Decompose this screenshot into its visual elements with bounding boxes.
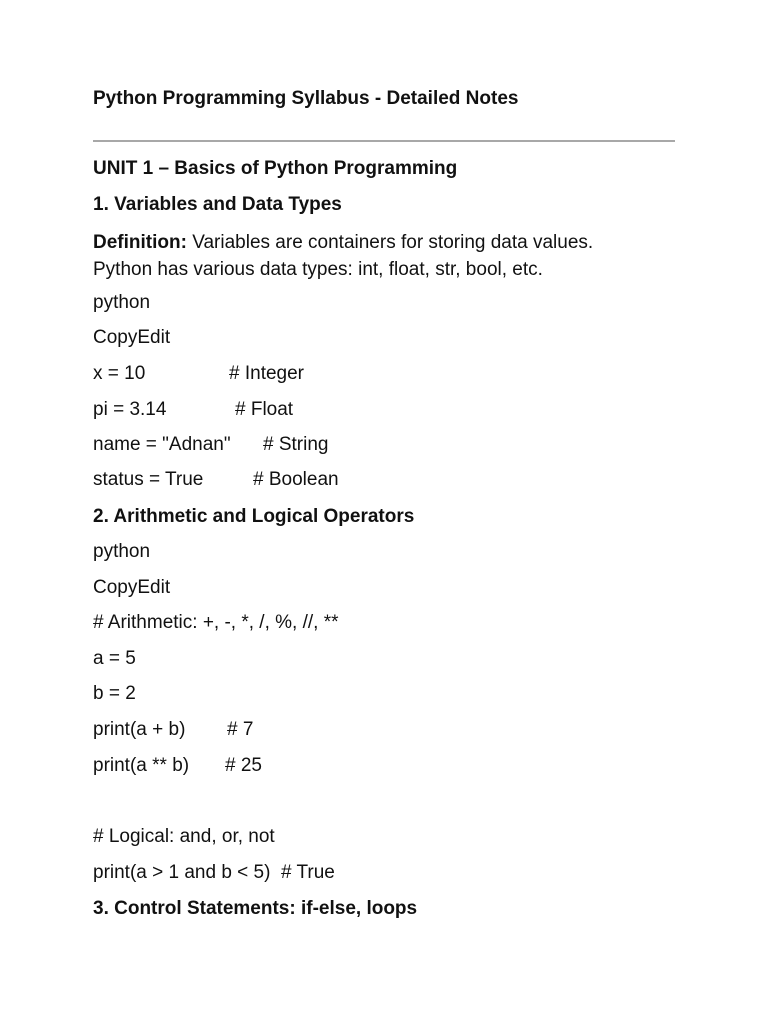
code-line-assign-a: a = 5: [93, 648, 136, 669]
unit-heading: UNIT 1 – Basics of Python Programming: [93, 158, 458, 179]
code-comment: # 25: [225, 755, 262, 776]
code-line-float: [93, 397, 294, 423]
code-comment: # Boolean: [253, 469, 339, 490]
code-comment: # Integer: [229, 363, 304, 384]
section-heading-variables: 1. Variables and Data Types: [93, 194, 342, 215]
code-statement: status = True: [93, 469, 204, 490]
code-line-assign-b: b = 2: [93, 683, 136, 704]
code-line-logical-comment: # Logical: and, or, not: [93, 826, 275, 847]
code-line-boolean: [93, 467, 339, 493]
section-heading-control: 3. Control Statements: if-else, loops: [93, 898, 418, 919]
code-statement: pi = 3.14: [93, 399, 167, 420]
code-statement: print(a + b): [93, 719, 186, 740]
code-statement: name = "Adnan": [93, 434, 231, 455]
definition-paragraph: [93, 229, 693, 283]
code-language-label: python: [93, 292, 151, 313]
code-line-print-power: [93, 753, 262, 779]
definition-text-line1: Variables are containers for storing data values.: [186, 232, 594, 253]
code-statement: x = 10: [93, 363, 146, 384]
code-line-string: [93, 432, 329, 458]
copy-edit-label[interactable]: CopyEdit: [93, 327, 171, 348]
code-language-label: python: [93, 541, 151, 562]
code-comment: # 7: [227, 719, 254, 740]
code-comment: # Float: [235, 399, 294, 420]
code-line-print-logical: print(a > 1 and b < 5) # True: [93, 862, 335, 883]
document-title: Python Programming Syllabus - Detailed Notes: [93, 88, 519, 109]
code-comment: # String: [263, 434, 329, 455]
code-line-arith-comment: # Arithmetic: +, -, *, /, %, //, **: [93, 612, 339, 633]
definition-text-line2: Python has various data types: int, float, str, bool, etc.: [93, 259, 543, 280]
section-heading-operators: 2. Arithmetic and Logical Operators: [93, 506, 415, 527]
code-line-integer: [93, 361, 304, 387]
copy-edit-label[interactable]: CopyEdit: [93, 577, 171, 598]
code-line-print-sum: [93, 717, 254, 743]
code-statement: print(a ** b): [93, 755, 190, 776]
title-divider: [93, 140, 675, 142]
definition-label: Definition:: [93, 232, 187, 253]
